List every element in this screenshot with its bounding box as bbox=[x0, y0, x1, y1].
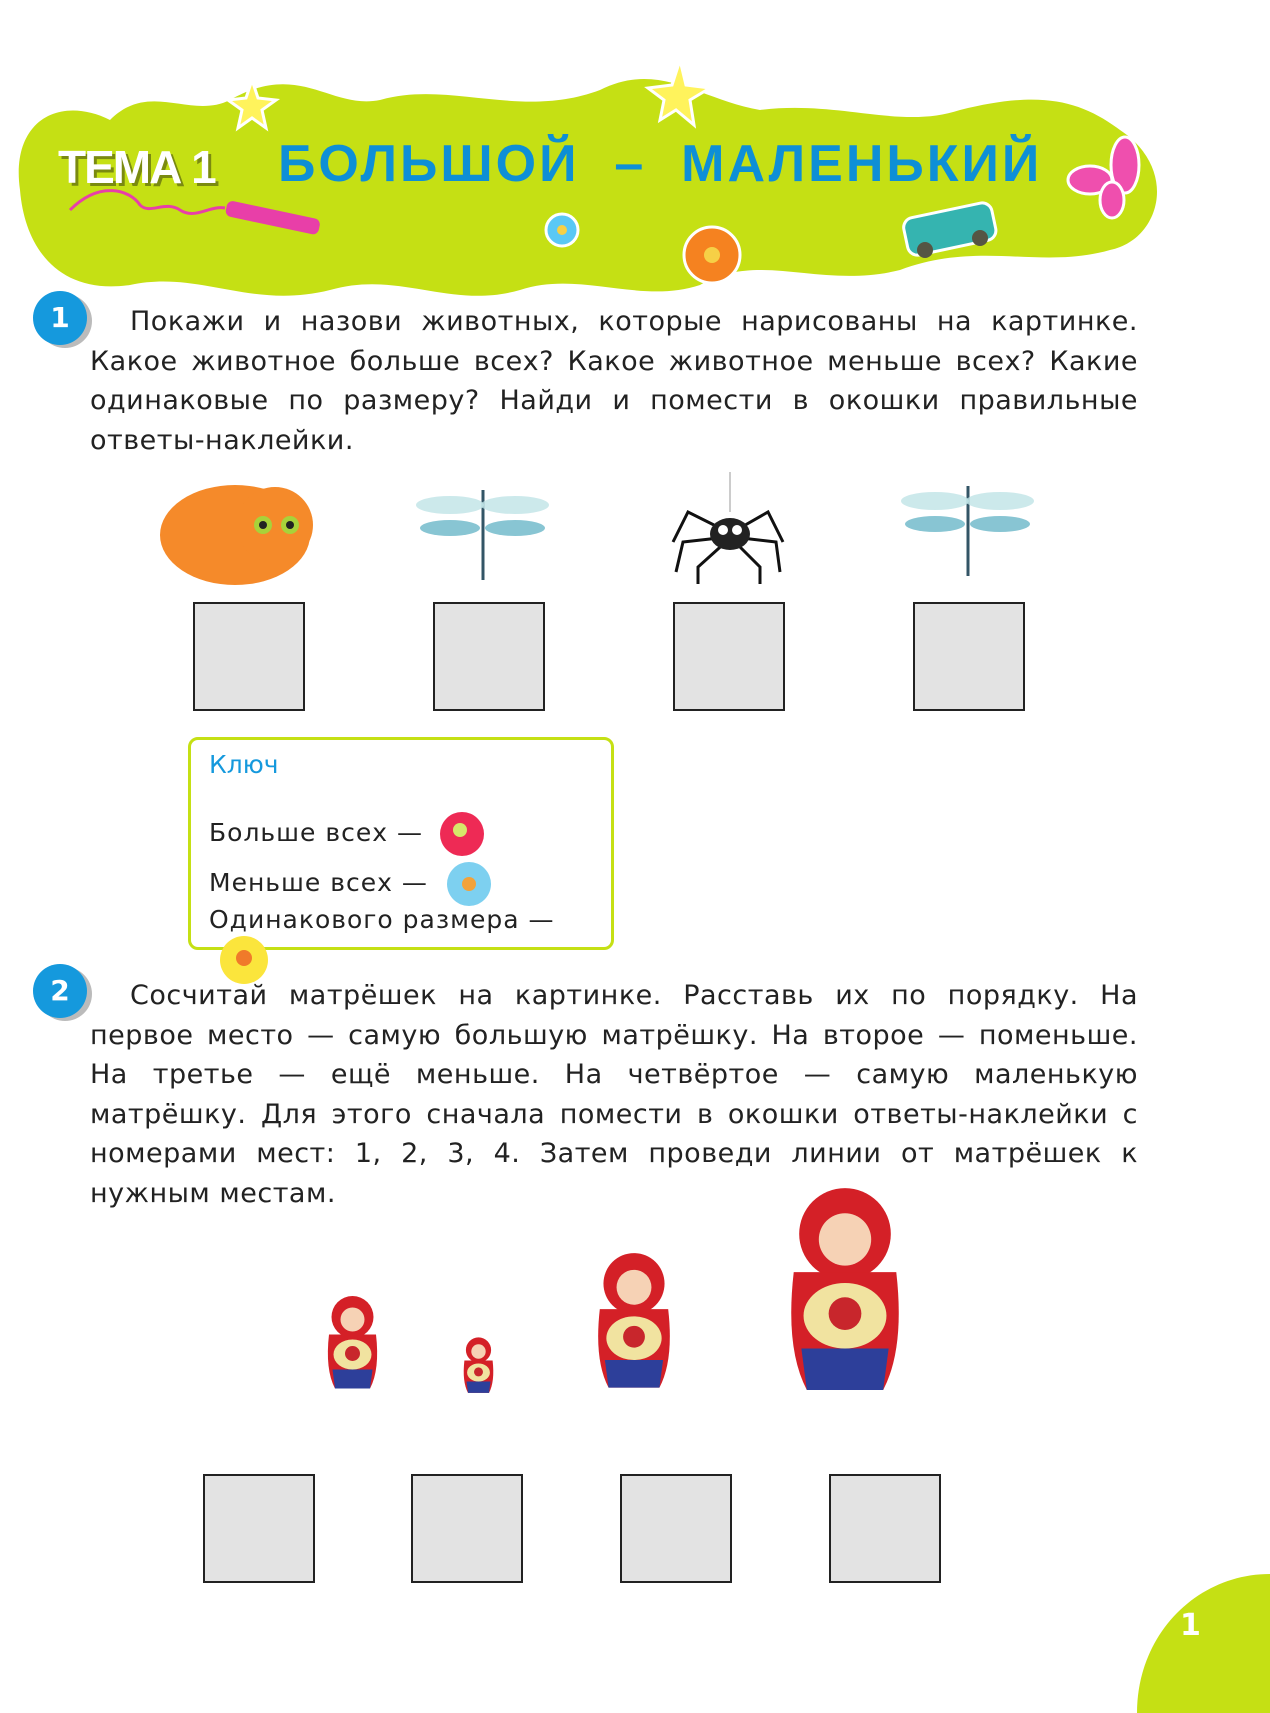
task2-text: Сосчитай матрёшек на картинке. Расставь их по порядку. На первое место — самую большую матрёшку. На второе — поменьше. На третье — ещё меньше. На четвёртое — самую маленькую матрёшку. Для этого сначала помести в окошки ответы-наклейки с номерами мест: 1, 2, 3, 4. Затем проведи линии от матрёшек к нужным местам. bbox=[90, 980, 1138, 1209]
sticker-slot-cat[interactable] bbox=[193, 602, 305, 711]
key-title: Ключ bbox=[209, 750, 279, 779]
blue-flower-icon bbox=[546, 214, 578, 246]
dragonfly-image bbox=[415, 480, 550, 580]
place-slot-2[interactable] bbox=[411, 1474, 523, 1583]
orange-flower-icon bbox=[684, 227, 740, 283]
key-label: Больше всех — bbox=[209, 818, 423, 847]
dragonfly-image bbox=[900, 476, 1035, 576]
place-slot-3[interactable] bbox=[620, 1474, 732, 1583]
spider-image bbox=[668, 472, 788, 587]
sticker-slot-dragonfly-2[interactable] bbox=[913, 602, 1025, 711]
page-number-badge bbox=[1137, 1574, 1270, 1713]
red-flower-icon bbox=[436, 808, 488, 860]
key-row-smallest bbox=[209, 858, 497, 910]
matryoshka-image bbox=[462, 1336, 495, 1394]
matryoshka-image bbox=[325, 1290, 380, 1394]
matryoshka-image bbox=[785, 1183, 905, 1394]
page-number: 1 bbox=[1180, 1608, 1201, 1643]
sticker-slot-spider[interactable] bbox=[673, 602, 785, 711]
key-label: Одинакового размера — bbox=[209, 905, 555, 934]
sticker-slot-dragonfly[interactable] bbox=[433, 602, 545, 711]
matryoshka-image bbox=[594, 1246, 674, 1394]
key-label: Меньше всех — bbox=[209, 868, 428, 897]
task-number-badge: 1 bbox=[33, 291, 87, 345]
key-box bbox=[188, 737, 614, 950]
blue-flower-icon bbox=[441, 858, 497, 910]
page-title: БОЛЬШОЙ – МАЛЕНЬКИЙ bbox=[278, 135, 1043, 193]
key-row-same-size bbox=[209, 905, 611, 986]
task-number-badge: 2 bbox=[33, 964, 87, 1018]
task1-text: Покажи и назови животных, которые нарисованы на картинке. Какое животное больше всех? Какое животное меньше всех? Какие одинаковые по размеру? Найди и помести в окошки правильные ответы-наклейки. bbox=[90, 306, 1138, 456]
cat-image bbox=[155, 470, 340, 590]
place-slot-4[interactable] bbox=[829, 1474, 941, 1583]
key-row-biggest bbox=[209, 808, 488, 860]
place-slot-1[interactable] bbox=[203, 1474, 315, 1583]
topic-label: ТЕМА 1 bbox=[58, 141, 215, 193]
